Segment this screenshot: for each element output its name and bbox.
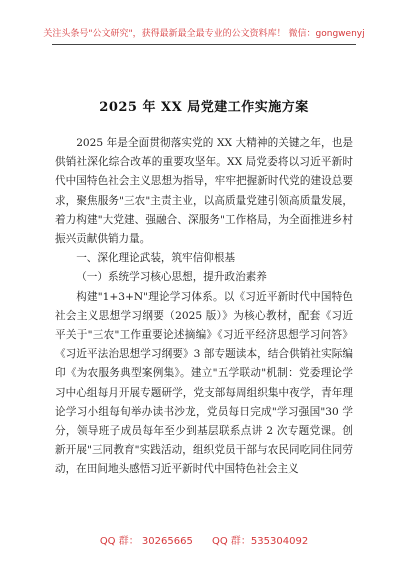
- body-paragraph: 构建"1+3+N"理论学习体系。以《习近平新时代中国特色社会主义思想学习纲要（2025 版）》为核心教材，配套《习近平关于"三农"工作重要论述摘编》《习近平经济思想学习问答》《习近平法治思想学习纲要》3 部专题读本，结合供销社实际编印《为农服务典型案例集》。建立"五学联动"机制：党委理论学习中心组每月开展专题研学，党支部每周组织集中夜学，青年理论学习小组每旬举办读书沙龙，党员每日完成"学习强国"30 学分，领导班子成员每年至少到基层联系点讲 2 次专题党课。创新开展"三同教育"实践活动，组织党员干部与农民同吃同住同劳动，在田间地头感悟习近平新时代中国特色社会主义: [55, 290, 353, 476]
- section-heading-1: 一、深化理论武装，筑牢信仰根基: [76, 252, 236, 265]
- subsection-heading-1: （一）系统学习核心思想，提升政治素养: [76, 271, 267, 284]
- footer-qq-group-1: QQ 群： 30265665: [99, 536, 193, 547]
- intro-paragraph: 2025 年是全面贯彻落实党的 XX 大精神的关键之年，也是供销社深化综合改革的重要攻坚年。XX 局党委将以习近平新时代中国特色社会主义思想为指导，牢牢把握新时代党的建设总要求，聚焦服务"三农"主责主业，以高质量党建引领高质量发展，着力构建"大党建、强融合、深服务"工作格局，为全面推进乡村振兴贡献供销力量。: [55, 137, 353, 246]
- header-banner: 关注头条号"公文研究"，获得最新最全最专业的公文资料库！ 微信：gongwenyj: [43, 29, 365, 39]
- footer: [0, 532, 408, 547]
- document-body: [55, 134, 353, 480]
- header-divider: [52, 44, 356, 45]
- footer-qq-group-2: QQ 群：535304092: [212, 536, 309, 547]
- document-title: 2025 年 XX 局党建工作实施方案: [99, 100, 309, 115]
